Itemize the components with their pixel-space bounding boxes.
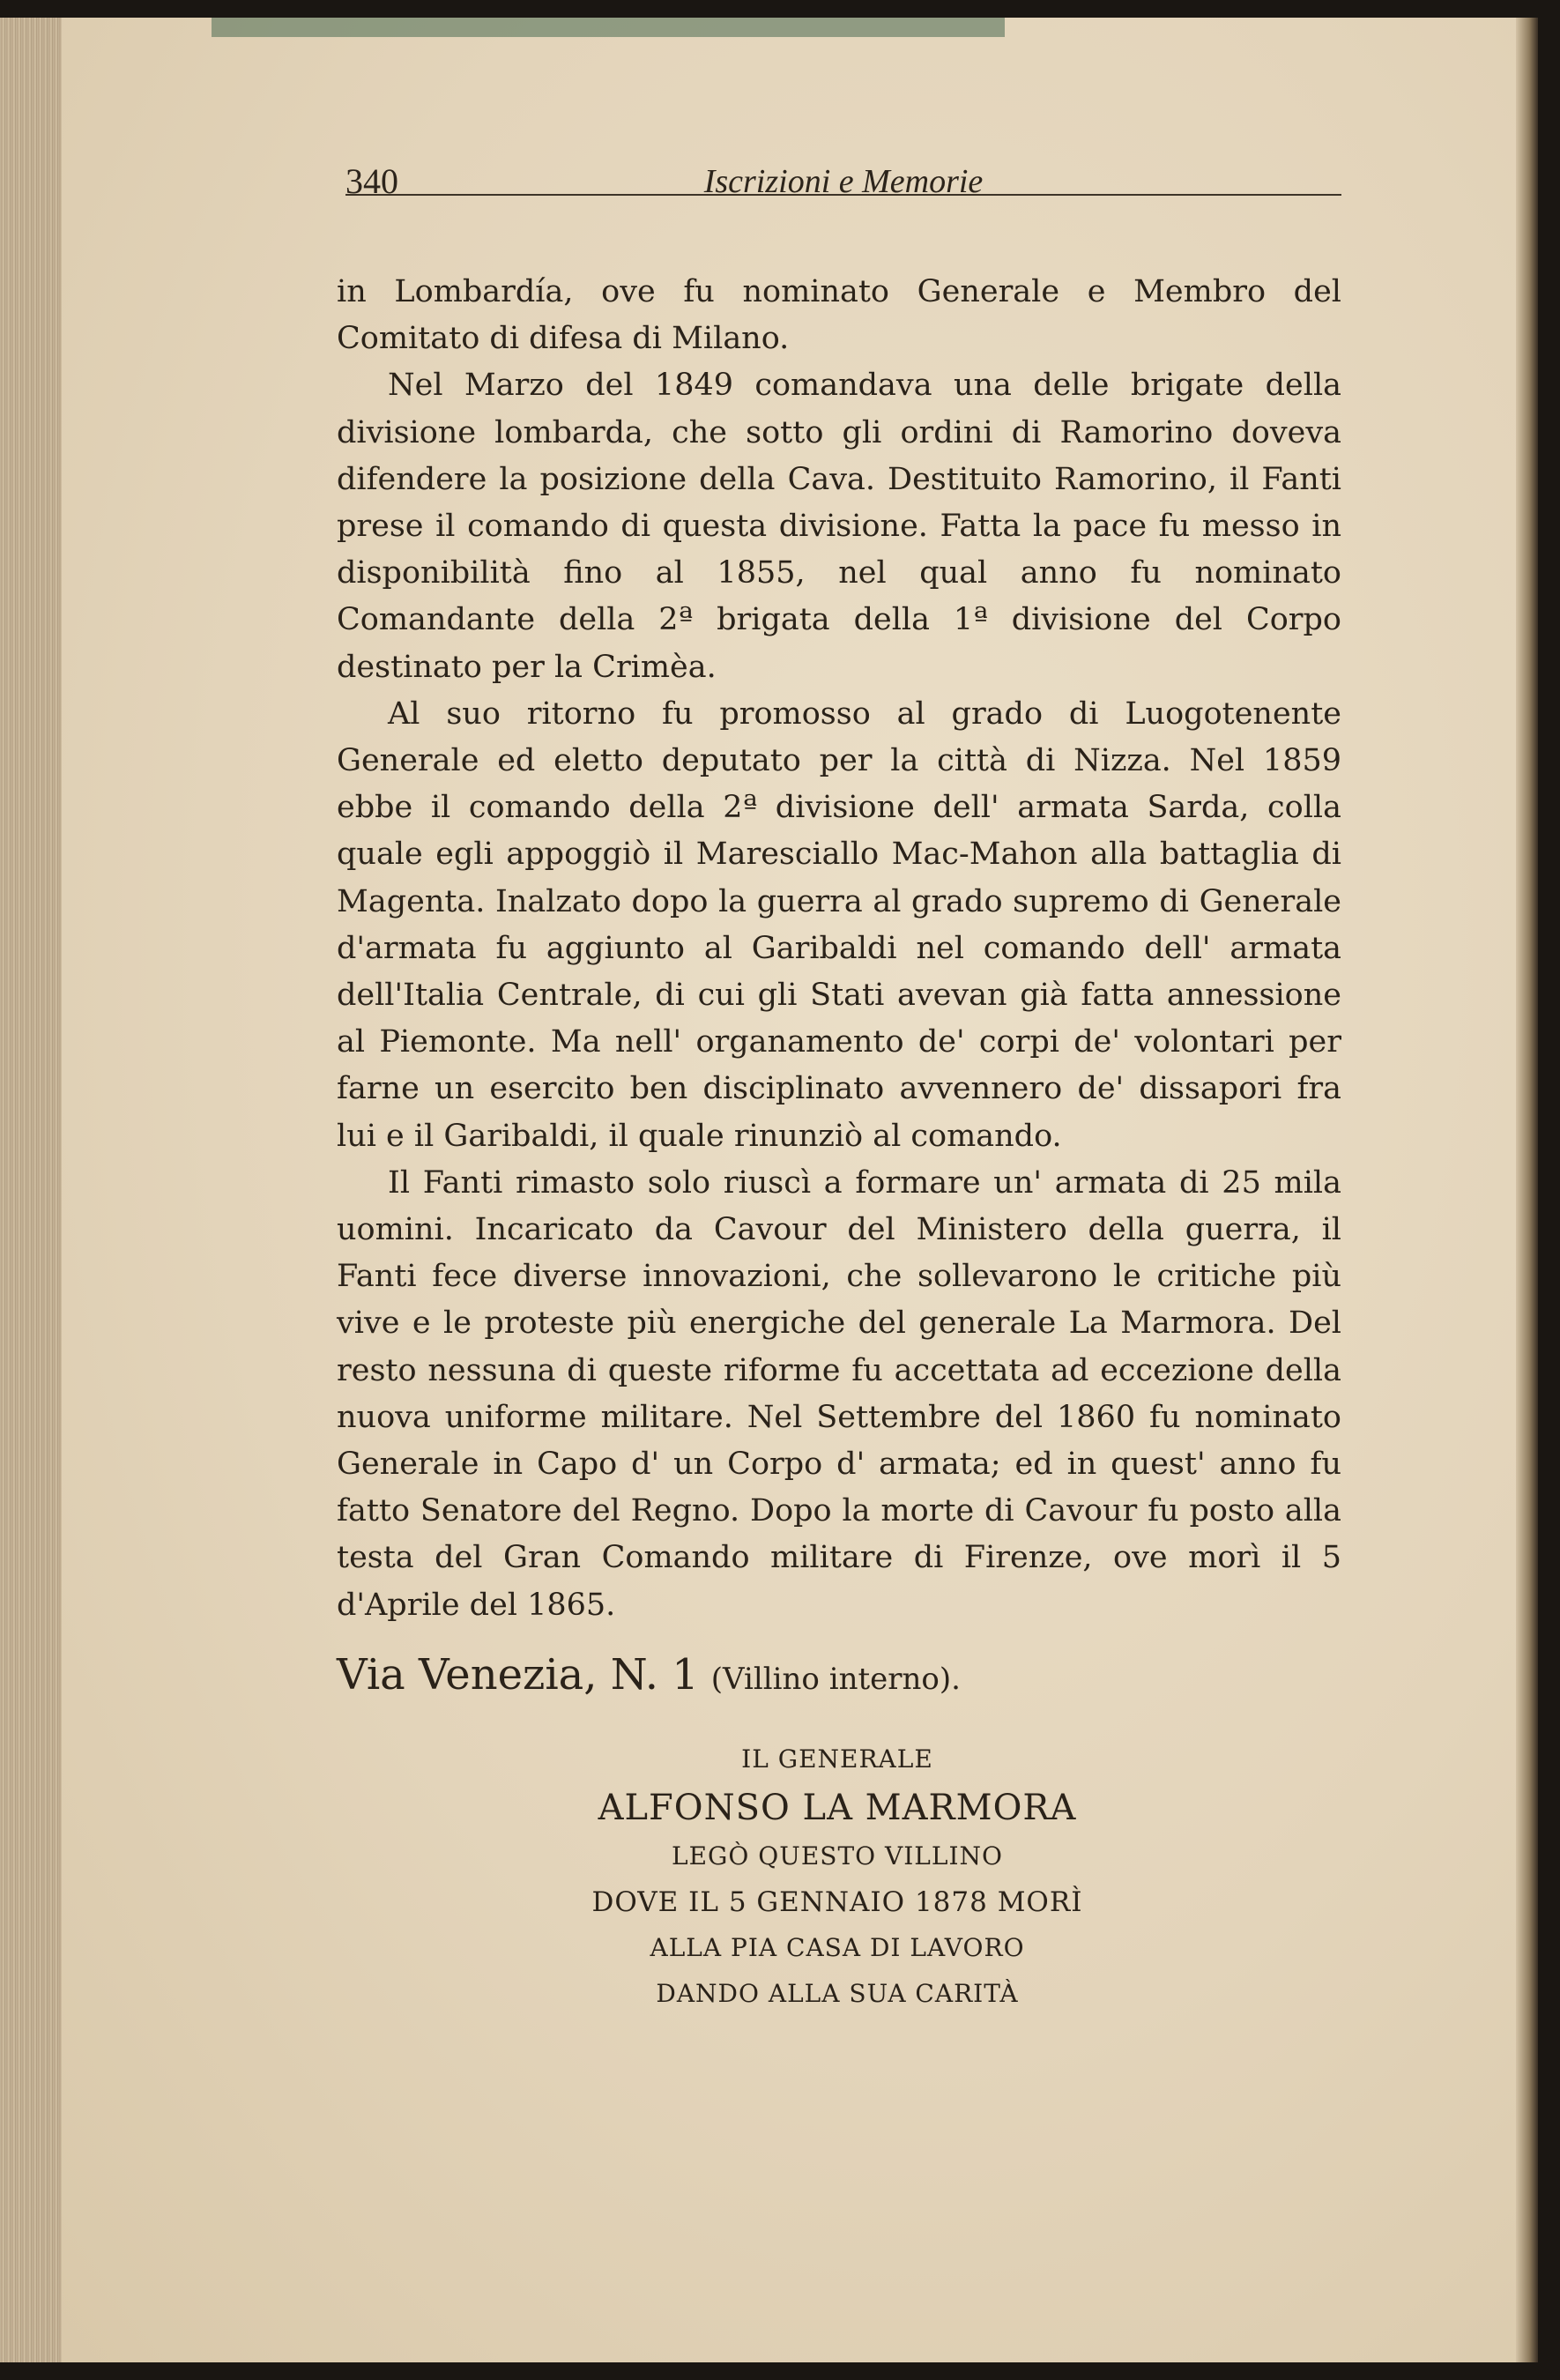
inscription-line: LEGÒ QUESTO VILLINO [672, 1841, 1003, 1871]
running-title: Iscrizioni e Memorie [703, 163, 984, 200]
inscription-line: IL GENERALE [741, 1744, 933, 1774]
address-note: (Villino interno). [710, 1662, 961, 1697]
inscription-line: DOVE IL 5 GENNAIO 1878 MORÌ [591, 1886, 1083, 1918]
running-head [345, 150, 1341, 201]
address-heading [337, 1650, 961, 1699]
paragraph-continued: in Lombardía, ove fu nominato Generale e Membro del Comitato di difesa di Milano. [337, 274, 1341, 357]
inscription-line: ALLA PIA CASA DI LAVORO [650, 1933, 1025, 1962]
paragraph: Al suo ritorno fu promosso al grado di Luogotenente Generale ed eletto deputato per la città di Nizza. Nel 1859 ebbe il comando della 2ª divisione dell' armata Sarda, colla quale egli appoggiò il Maresciallo Mac-Mahon alla battaglia di Magenta. Inalzato dopo la guerra al grado supremo di Generale d'armata fu aggiunto al Garibaldi nel comando dell' armata dell'Italia Centrale, di cui gli Stati avevan già fatta annessione al Piemonte. Ma nell' organamento de' corpi de' volontari per farne un esercito ben disciplinato avvennero de' dissapori fra lui e il Garibaldi, il quale rinunziò al comando. [337, 695, 1341, 1154]
cover-strip [212, 18, 1005, 37]
page-edges-right [1516, 18, 1538, 2362]
page-edges-left [0, 18, 62, 2362]
paragraph: Nel Marzo del 1849 comandava una delle brigate della divisione lombarda, che sotto gli ordini di Ramorino doveva difendere la posizione della Cava. Destituito Ramorino, il Fanti prese il comando di questa divisione. Fatta la pace fu messo in disponibilità fino al 1855, nel qual anno fu nominato Comandante della 2ª brigata della 1ª divisione del Corpo destinato per la Crimèa. [337, 368, 1341, 685]
inscription [529, 1737, 1146, 2017]
page-number: 340 [345, 161, 398, 201]
address-main: Via Venezia, N. 1 [337, 1650, 699, 1699]
paragraph: Il Fanti rimasto solo riuscì a formare un' armata di 25 mila uomini. Incaricato da Cavour del Ministero della guerra, il Fanti fece diverse innovazioni, che sollevarono le critiche più vive e le proteste più energiche del generale La Marmora. Del resto nessuna di queste riforme fu accettata ad eccezione della nuova uniforme militare. Nel Settembre del 1860 fu nominato Generale in Capo d' un Corpo d' armata; ed in quest' anno fu fatto Senatore del Regno. Dopo la morte di Cavour fu posto alla testa del Gran Comando militare di Firenze, ove morì il 5 d'Aprile del 1865. [337, 1164, 1341, 1623]
inscription-line: DANDO ALLA SUA CARITÀ [656, 1979, 1019, 2008]
inscription-name: ALFONSO LA MARMORA [598, 1788, 1077, 1828]
body-text [337, 269, 1341, 1629]
